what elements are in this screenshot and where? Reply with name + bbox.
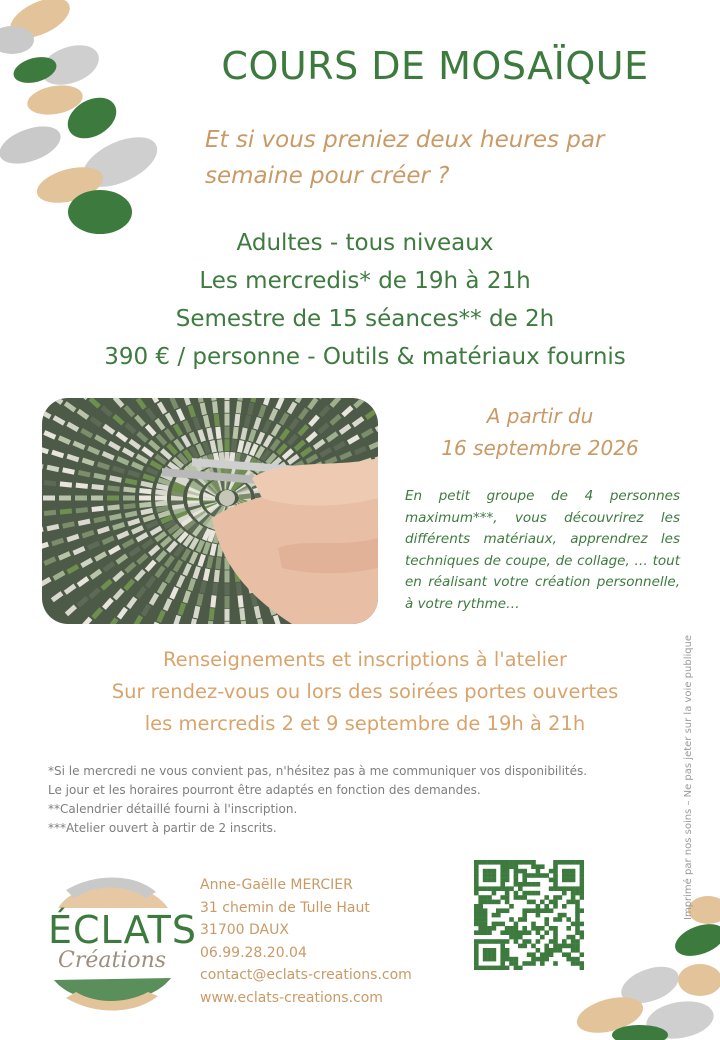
eclats-logo (36, 868, 197, 1018)
info-line: Sur rendez-vous ou lors des soirées portes ouvertes (111, 680, 619, 703)
contact-address: 31 chemin de Tulle Haut (200, 899, 370, 916)
footnotes (48, 762, 688, 838)
qr-code[interactable] (474, 860, 584, 970)
page-title: COURS DE MOSAÏQUE (221, 44, 649, 88)
info-line: Renseignements et inscriptions à l'atelier (162, 648, 568, 671)
schedule-line: Les mercredis* de 19h à 21h (199, 268, 531, 294)
subtitle (205, 122, 675, 194)
logo-sub-text: Créations (58, 948, 167, 973)
audience-line: Adultes - tous niveaux (236, 230, 494, 256)
contact-block (200, 874, 500, 1009)
contact-city: 31700 DAUX (200, 922, 289, 938)
footnote: ***Atelier ouvert à partir de 2 inscrits. (48, 821, 277, 835)
registration-info (40, 644, 690, 740)
sessions-line: Semestre de 15 séances** de 2h (175, 306, 555, 332)
subtitle-line: Et si vous preniez deux heures par (205, 127, 605, 153)
contact-phone: 06.99.28.20.04 (200, 944, 307, 961)
print-disclaimer-text: Imprimé par nos soins – Ne pas jeter sur la voie publique (683, 634, 694, 920)
start-date-value: 16 septembre 2026 (441, 436, 639, 460)
subtitle-line: semaine pour créer ? (205, 163, 450, 189)
mosaic-photo (42, 398, 378, 624)
contact-email[interactable]: contact@eclats-creations.com (200, 967, 412, 983)
start-date (400, 400, 680, 464)
info-line: les mercredis 2 et 9 septembre de 19h à 21h (144, 712, 586, 735)
start-label: A partir du (486, 404, 594, 428)
price-line: 390 € / personne - Outils & matériaux fournis (104, 344, 626, 370)
course-details (40, 224, 690, 376)
footnote: Le jour et les horaires pourront être adaptés en fonction des demandes. (48, 783, 481, 797)
logo-main-text: ÉCLATS (48, 908, 197, 952)
contact-name: Anne-Gaëlle MERCIER (200, 877, 353, 893)
footnote: *Si le mercredi ne vous convient pas, n'hésitez pas à me communiquer vos disponibilités. (48, 764, 588, 778)
course-description: En petit groupe de 4 personnes maximum***, vous découvrirez les différents matériaux, apprendrez les techniques de coupe, de collage, … tout en réalisant votre création personnelle, à votre rythme… (405, 488, 680, 612)
pebble-decoration-top-left (0, 0, 170, 240)
contact-website[interactable]: www.eclats-creations.com (200, 989, 383, 1006)
footnote: **Calendrier détaillé fourni à l'inscription. (48, 802, 298, 816)
print-disclaimer (679, 600, 709, 920)
